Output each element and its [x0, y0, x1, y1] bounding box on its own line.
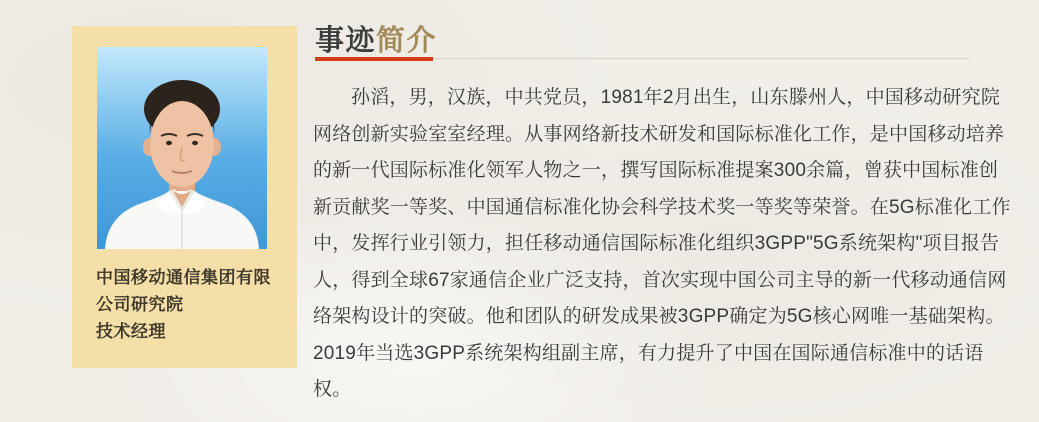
section-title-accent: 简介	[376, 25, 438, 57]
text-line: 公司研究院	[96, 295, 184, 314]
text-line: 中，发挥行业引领力，担任移动通信国际标准化组织3GPP"5G系统架构"项目报告	[313, 233, 1000, 254]
organization-title	[96, 264, 281, 345]
text-line: 中国移动通信集团有限	[96, 268, 271, 287]
section-title	[315, 25, 437, 57]
text-line: 的新一代国际标准化领军人物之一，撰写国际标准提案300余篇，曾获中国标准创	[313, 160, 999, 181]
text-line: 人，得到全球67家通信企业广泛支持，首次实现中国公司主导的新一代移动通信网	[313, 269, 1007, 291]
text-line: 孙滔，男，汉族，中共党员，1981年2月出生，山东滕州人，中国移动研究院	[351, 87, 1001, 108]
title-underline-accent	[315, 57, 433, 61]
title-divider-line	[433, 58, 970, 59]
portrait-photo-graphic	[97, 47, 267, 249]
portrait-photo	[97, 47, 267, 249]
section-title-primary: 事迹	[315, 25, 377, 57]
text-line: 新贡献奖一等奖、中国通信标准化协会科学技术奖一等奖等荣誉。在5G标准化工作	[313, 196, 1011, 218]
text-line: 2019年当选3GPP系统架构组副主席，有力提升了中国在国际通信标准中的话语	[313, 342, 984, 364]
text-line: 权。	[313, 379, 352, 400]
text-line: 络架构设计的突破。他和团队的研发成果被3GPP确定为5G核心网唯一基础架构。	[313, 306, 1005, 327]
profile-card	[72, 26, 297, 368]
text-line: 网络创新实验室室经理。从事网络新技术研发和国际标准化工作，是中国移动培养	[313, 123, 1005, 145]
text-line: 技术经理	[96, 322, 166, 341]
biography-paragraph	[313, 80, 1013, 409]
